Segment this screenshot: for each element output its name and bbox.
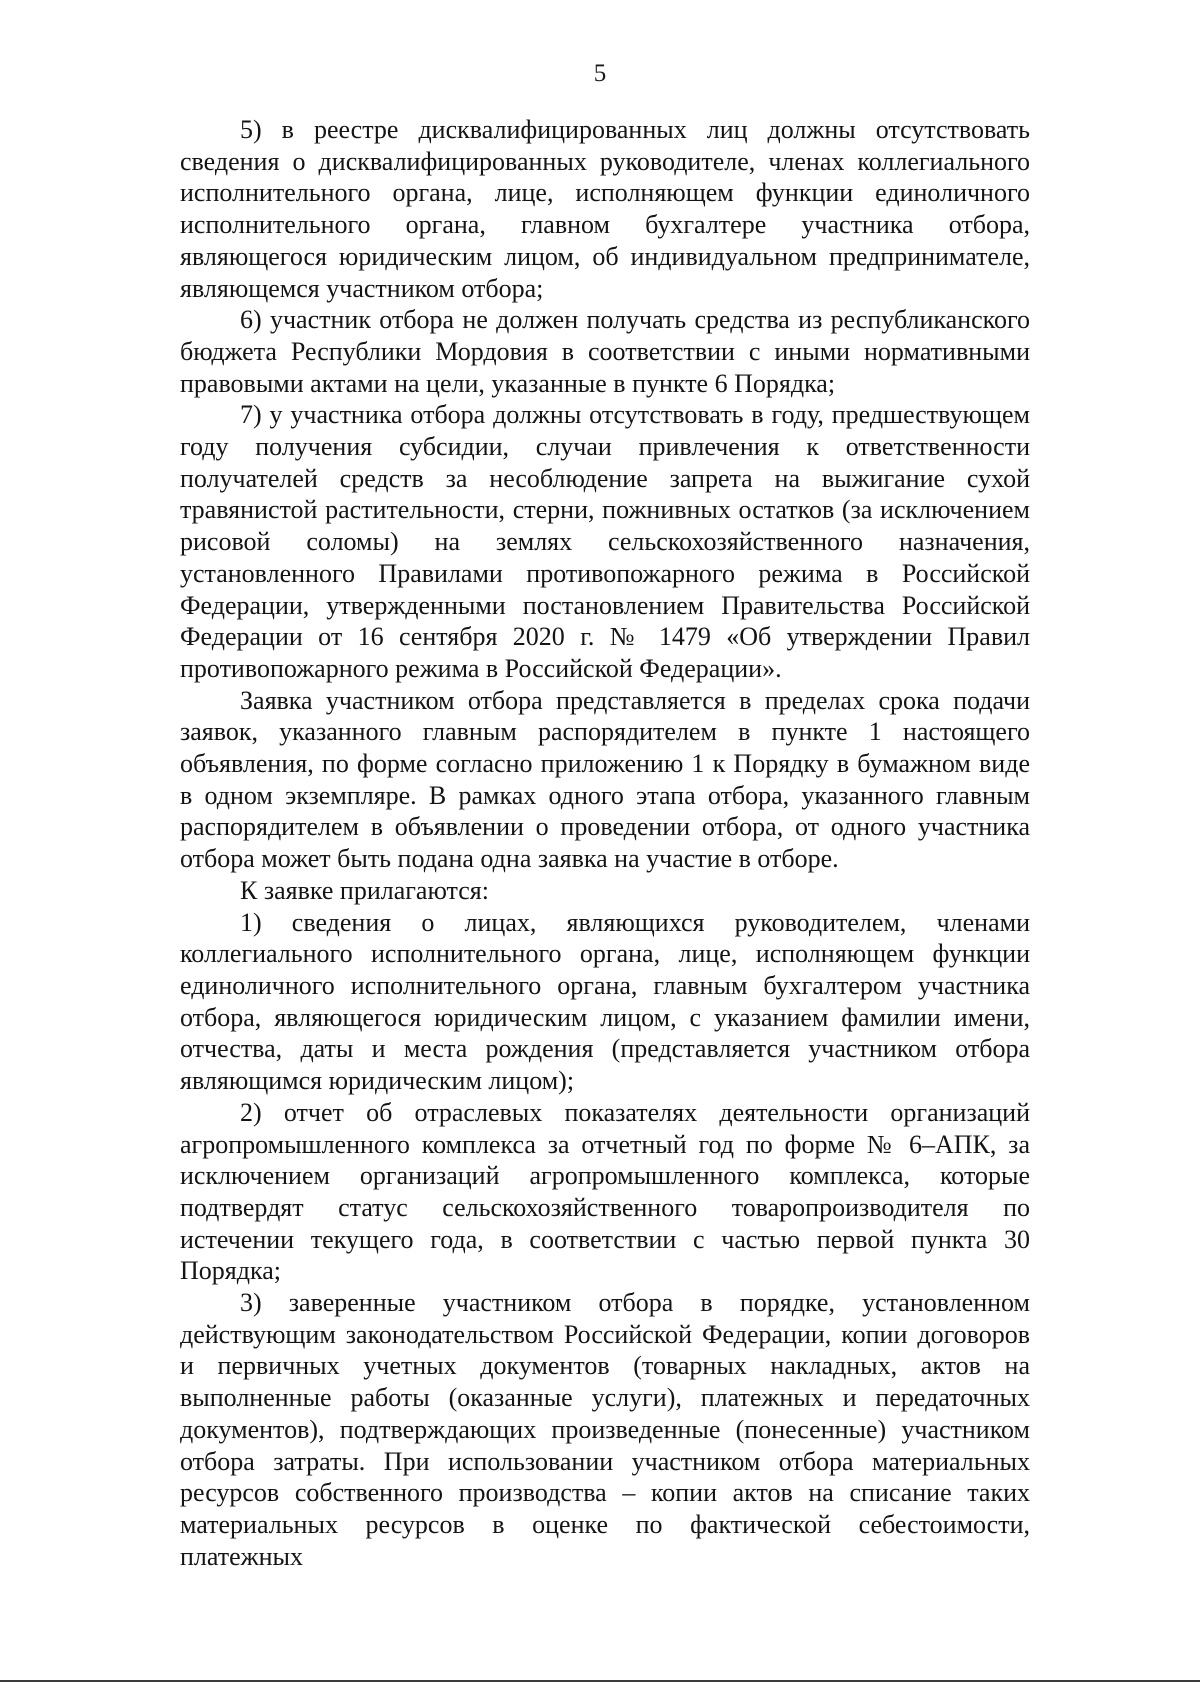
paragraph-attachments-intro: К заявке прилагаются: [240,875,489,905]
paragraph-item-5: 5) в реестре дисквалифицированных лиц должны отсутствовать сведения о дисквалифицированных руководителе, членах коллегиального исполнительного органа, лице, исполняющем функции единоличного исполнительного органа, главном бухгалтере участника отбора, являющегося юридическим лицом, об индивидуальном предпринимателе, являющемся участником отбора; [180,115,1030,303]
paragraph-item-7: 7) у участника отбора должны отсутствовать в году, предшествующем году получения субсидии, случаи привлечения к ответственности получателей средств за несоблюдение запрета на выжигание сухой травянистой растительности, стерни, пожнивных остатков (за исключением рисовой соломы) на землях сельскохозяйственного назначения, установленного Правилами противопожарного режима в Российской Федерации, утвержденными постановлением Правительства Российской Федерации от 16 сентября 2020 г. № 1479 «Об утверждении Правил противопожарного режима в Российской Федерации». [180,400,1030,683]
paragraph-application: Заявка участником отбора представляется в пределах срока подачи заявок, указанного главным распорядителем в пункте 1 настоящего объявления, по форме согласно приложению 1 к Порядку в бумажном виде в одном экземпляре. В рамках одного этапа отбора, указанного главным распорядителем в объявлении о проведении отбора, от одного участника отбора может быть подана одна заявка на участие в отборе. [180,685,1030,874]
page-bottom-edge [0,1680,1200,1682]
paragraph-item-6: 6) участник отбора не должен получать средства из республиканского бюджета Республики Мордовия в соответствии с иными нормативными правовыми актами на цели, указанные в пункте 6 Порядка; [180,305,1030,398]
page-number: 5 [593,60,607,87]
paragraph-attachment-3: 3) заверенные участником отбора в порядке, установленном действующим законодательством Российской Федерации, копии договоров и первичных учетных документов (товарных накладных, актов на выполненные работы (оказанные услуги), платежных и передаточных документов), подтверждающих произведенные (понесенные) участником отбора затраты. При использовании участником отбора материальных ресурсов собственного производства – копии актов на списание таких материальных ресурсов в оценке по фактической себестоимости, платежных [180,1288,1030,1571]
paragraph-attachment-2: 2) отчет об отраслевых показателях деятельности организаций агропромышленного комплекса за отчетный год по форме № 6–АПК, за исключением организаций агропромышленного комплекса, которые подтвердят статус сельскохозяйственного товаропроизводителя по истечении текущего года, в соответствии с частью первой пункта 30 Порядка; [180,1097,1030,1286]
document-body [180,114,1030,1572]
paragraph-attachment-1: 1) сведения о лицах, являющихся руководителем, членами коллегиального исполнительного органа, лице, исполняющем функции единоличного исполнительного органа, главным бухгалтером участника отбора, являющегося юридическим лицом, с указанием фамилии имени, отчества, даты и места рождения (представляется участником отбора являющимся юридическим лицом); [180,907,1030,1096]
